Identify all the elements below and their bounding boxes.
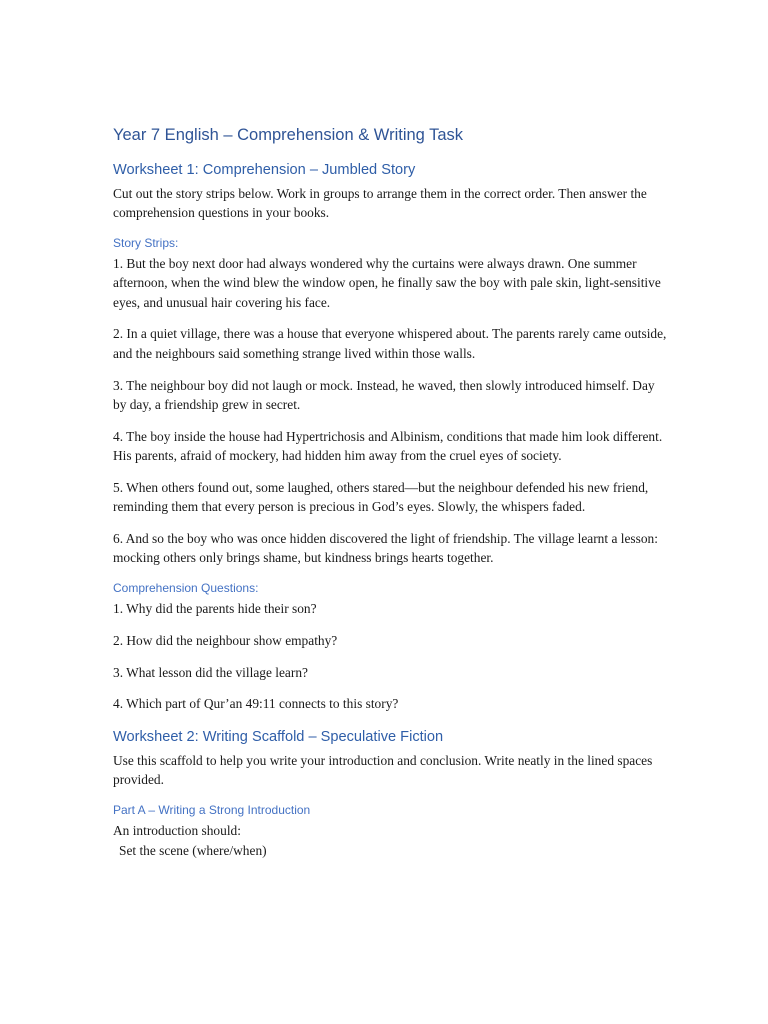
- part-a-item: Set the scene (where/when): [119, 842, 267, 858]
- comprehension-question: 2. How did the neighbour show empathy?: [113, 632, 338, 648]
- story-strip: 1. But the boy next door had always wondered why the curtains were always drawn. One summer afternoon, when the wind blew the window open, he finally saw the boy with pale skin, light-sensitive eyes, and unusual hair covering his face.: [113, 256, 661, 310]
- document-title: Year 7 English – Comprehension & Writing Task: [113, 126, 464, 144]
- story-strip: 4. The boy inside the house had Hypertrichosis and Albinism, conditions that made him look different. His parents, afraid of mockery, had hidden him away from the cruel eyes of society.: [113, 428, 663, 463]
- story-strip: 2. In a quiet village, there was a house that everyone whispered about. The parents rarely came outside, and the neighbours said something strange lived within those walls.: [113, 326, 667, 361]
- story-strip: 5. When others found out, some laughed, others stared—but the neighbour defended his new friend, reminding them that every person is precious in God’s eyes. Slowly, the whispers faded.: [113, 479, 649, 515]
- comprehension-question: 4. Which part of Qur’an 49:11 connects to this story?: [113, 696, 399, 712]
- comprehension-questions-heading: Comprehension Questions:: [113, 580, 259, 595]
- comprehension-question: 3. What lesson did the village learn?: [113, 664, 308, 680]
- worksheet-2-heading: Worksheet 2: Writing Scaffold – Speculative Fiction: [113, 729, 444, 746]
- worksheet-1-heading: Worksheet 1: Comprehension – Jumbled Story: [113, 162, 416, 178]
- comprehension-question: 1. Why did the parents hide their son?: [113, 600, 317, 616]
- story-strip: 6. And so the boy who was once hidden discovered the light of friendship. The village learnt a lesson: mocking others only brings shame, but kindness brings hearts together.: [113, 530, 658, 566]
- part-a-lead: An introduction should:: [113, 823, 241, 839]
- worksheet-2-instructions: Use this scaffold to help you write your introduction and conclusion. Write neatly in the lined spaces provided.: [113, 753, 653, 788]
- document-page: [113, 122, 668, 860]
- story-strips-heading: Story Strips:: [113, 236, 179, 251]
- worksheet-1-instructions: Cut out the story strips below. Work in groups to arrange them in the correct order. Then answer the comprehension questions in your books.: [113, 186, 647, 221]
- story-strip: 3. The neighbour boy did not laugh or mock. Instead, he waved, then slowly introduced himself. Day by day, a friendship grew in secret.: [113, 377, 655, 412]
- part-a-heading: Part A – Writing a Strong Introduction: [113, 803, 311, 818]
